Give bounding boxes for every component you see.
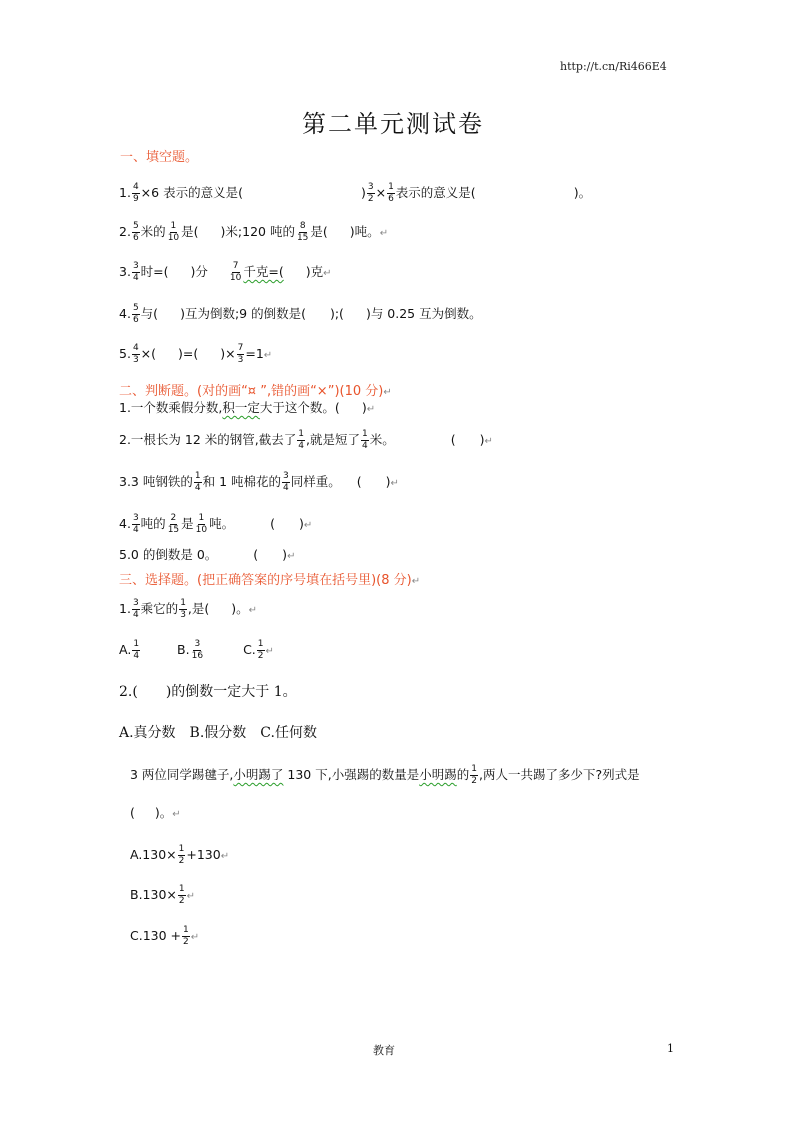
- option-b: B. $\frac{3}{16}$: [177, 639, 204, 661]
- judge-question-5: 5.0 的倒数是 0。 ( )↵: [119, 547, 296, 562]
- fraction: $\frac{4}{9}$: [132, 182, 139, 204]
- choice-q3-blank: ( )。↵: [130, 805, 181, 820]
- fraction: $\frac{3}{4}$: [132, 598, 139, 620]
- judge-question-1: 1.一个数乘假分数,积一定大于这个数。( )↵: [119, 400, 376, 415]
- fraction: $\frac{1}{10}$: [195, 513, 208, 535]
- choice-q3-option-a: A.130× $\frac{1}{2}$ +130↵: [130, 844, 230, 866]
- page-title: 第二单元测试卷: [302, 110, 484, 138]
- fill-question-2: 2. $\frac{5}{6}$ 米的 $\frac{1}{10}$ 是( )米;120 吨的 $\frac{8}{15}$ 是( )吨。↵: [119, 221, 389, 243]
- section-choice-heading: 三、选择题。(把正确答案的序号填在括号里)(8 分)↵: [119, 573, 421, 588]
- fraction: $\frac{1}{3}$: [180, 598, 186, 620]
- judge-question-4: 4. $\frac{3}{4}$ 吨的 $\frac{2}{15}$ 是 $\frac{1}{10}$ 吨。 ( )↵: [119, 513, 313, 535]
- judge-question-3: 3.3 吨钢铁的 $\frac{1}{4}$ 和 1 吨棉花的 $\frac{3}{4}$ 同样重。 ( )↵: [119, 471, 399, 493]
- fraction: $\frac{1}{4}$: [298, 429, 304, 451]
- fraction: $\frac{3}{16}$: [191, 639, 204, 661]
- fraction: $\frac{1}{2}$: [178, 844, 185, 866]
- fraction: $\frac{1}{10}$: [167, 221, 180, 243]
- choice-q2-options: A.真分数 B.假分数 C.任何数: [119, 725, 317, 741]
- fill-question-4: 4. $\frac{5}{6}$ 与( )互为倒数;9 的倒数是( );( )与 0.25 互为倒数。: [119, 303, 482, 325]
- fraction: $\frac{7}{10}$: [229, 261, 242, 283]
- fraction: $\frac{7}{3}$: [237, 343, 244, 365]
- fraction: $\frac{8}{15}$: [296, 221, 309, 243]
- option-a: A. $\frac{1}{4}$: [119, 639, 140, 661]
- fraction: $\frac{3}{4}$: [132, 261, 139, 283]
- fraction: $\frac{2}{15}$: [167, 513, 180, 535]
- fraction: $\frac{3}{4}$: [132, 513, 139, 535]
- fraction: $\frac{1}{6}$: [388, 182, 394, 204]
- judge-question-2: 2.一根长为 12 米的钢管,截去了 $\frac{1}{4}$ ,就是短了 $\frac{1}{4}$ 米。 ( )↵: [119, 429, 493, 451]
- fraction: $\frac{1}{2}$: [178, 884, 185, 906]
- fraction: $\frac{1}{2}$: [183, 925, 189, 947]
- fraction: $\frac{5}{6}$: [132, 221, 139, 243]
- header-url: http://t.cn/Ri466E4: [560, 60, 667, 73]
- choice-question-2: 2.( )的倒数一定大于 1。: [119, 684, 297, 700]
- fill-question-3: 3. $\frac{3}{4}$ 时=( )分 $\frac{7}{10}$ 千克=( )克↵: [119, 261, 332, 283]
- section-fill-heading: 一、填空题。: [120, 150, 199, 165]
- fraction: $\frac{1}{2}$: [257, 639, 264, 661]
- choice-q3-option-b: B.130× $\frac{1}{2}$ ↵: [130, 884, 196, 906]
- footer-label: 教育: [373, 1044, 395, 1057]
- fill-question-5: 5. $\frac{4}{3}$ ×( )=( )× $\frac{7}{3}$ =1↵: [119, 343, 273, 365]
- fraction: $\frac{3}{4}$: [283, 471, 289, 493]
- option-c: C. $\frac{1}{2}$: [243, 639, 264, 661]
- choice-q1-options: A. $\frac{1}{4}$ B. $\frac{3}{16}$ C. $\frac{1}{2}$ ↵: [119, 639, 274, 661]
- fraction: $\frac{4}{3}$: [132, 343, 139, 365]
- fill-question-1: 1. $\frac{4}{9}$ ×6 表示的意义是( ) $\frac{3}{2}$ × $\frac{1}{6}$ 表示的意义是( )。: [119, 182, 592, 204]
- page-number: 1: [667, 1042, 674, 1055]
- fraction: $\frac{1}{2}$: [471, 764, 477, 786]
- fraction: $\frac{1}{4}$: [361, 429, 368, 451]
- choice-question-3: 3 两位同学踢毽子,小明踢了 130 下,小强踢的数量是小明踢的 $\frac{1}{2}$ ,两人一共踢了多少下?列式是: [130, 764, 640, 786]
- fraction: $\frac{5}{6}$: [132, 303, 139, 325]
- section-judge-heading: 二、判断题。(对的画“¤ ”,错的画“×”)(10 分)↵: [119, 384, 392, 399]
- choice-q3-option-c: C.130 + $\frac{1}{2}$ ↵: [130, 925, 200, 947]
- fraction: $\frac{1}{4}$: [194, 471, 201, 493]
- choice-question-1: 1. $\frac{3}{4}$ 乘它的 $\frac{1}{3}$ ,是( )。↵: [119, 598, 258, 620]
- fraction: $\frac{1}{4}$: [133, 639, 140, 661]
- fraction: $\frac{3}{2}$: [367, 182, 374, 204]
